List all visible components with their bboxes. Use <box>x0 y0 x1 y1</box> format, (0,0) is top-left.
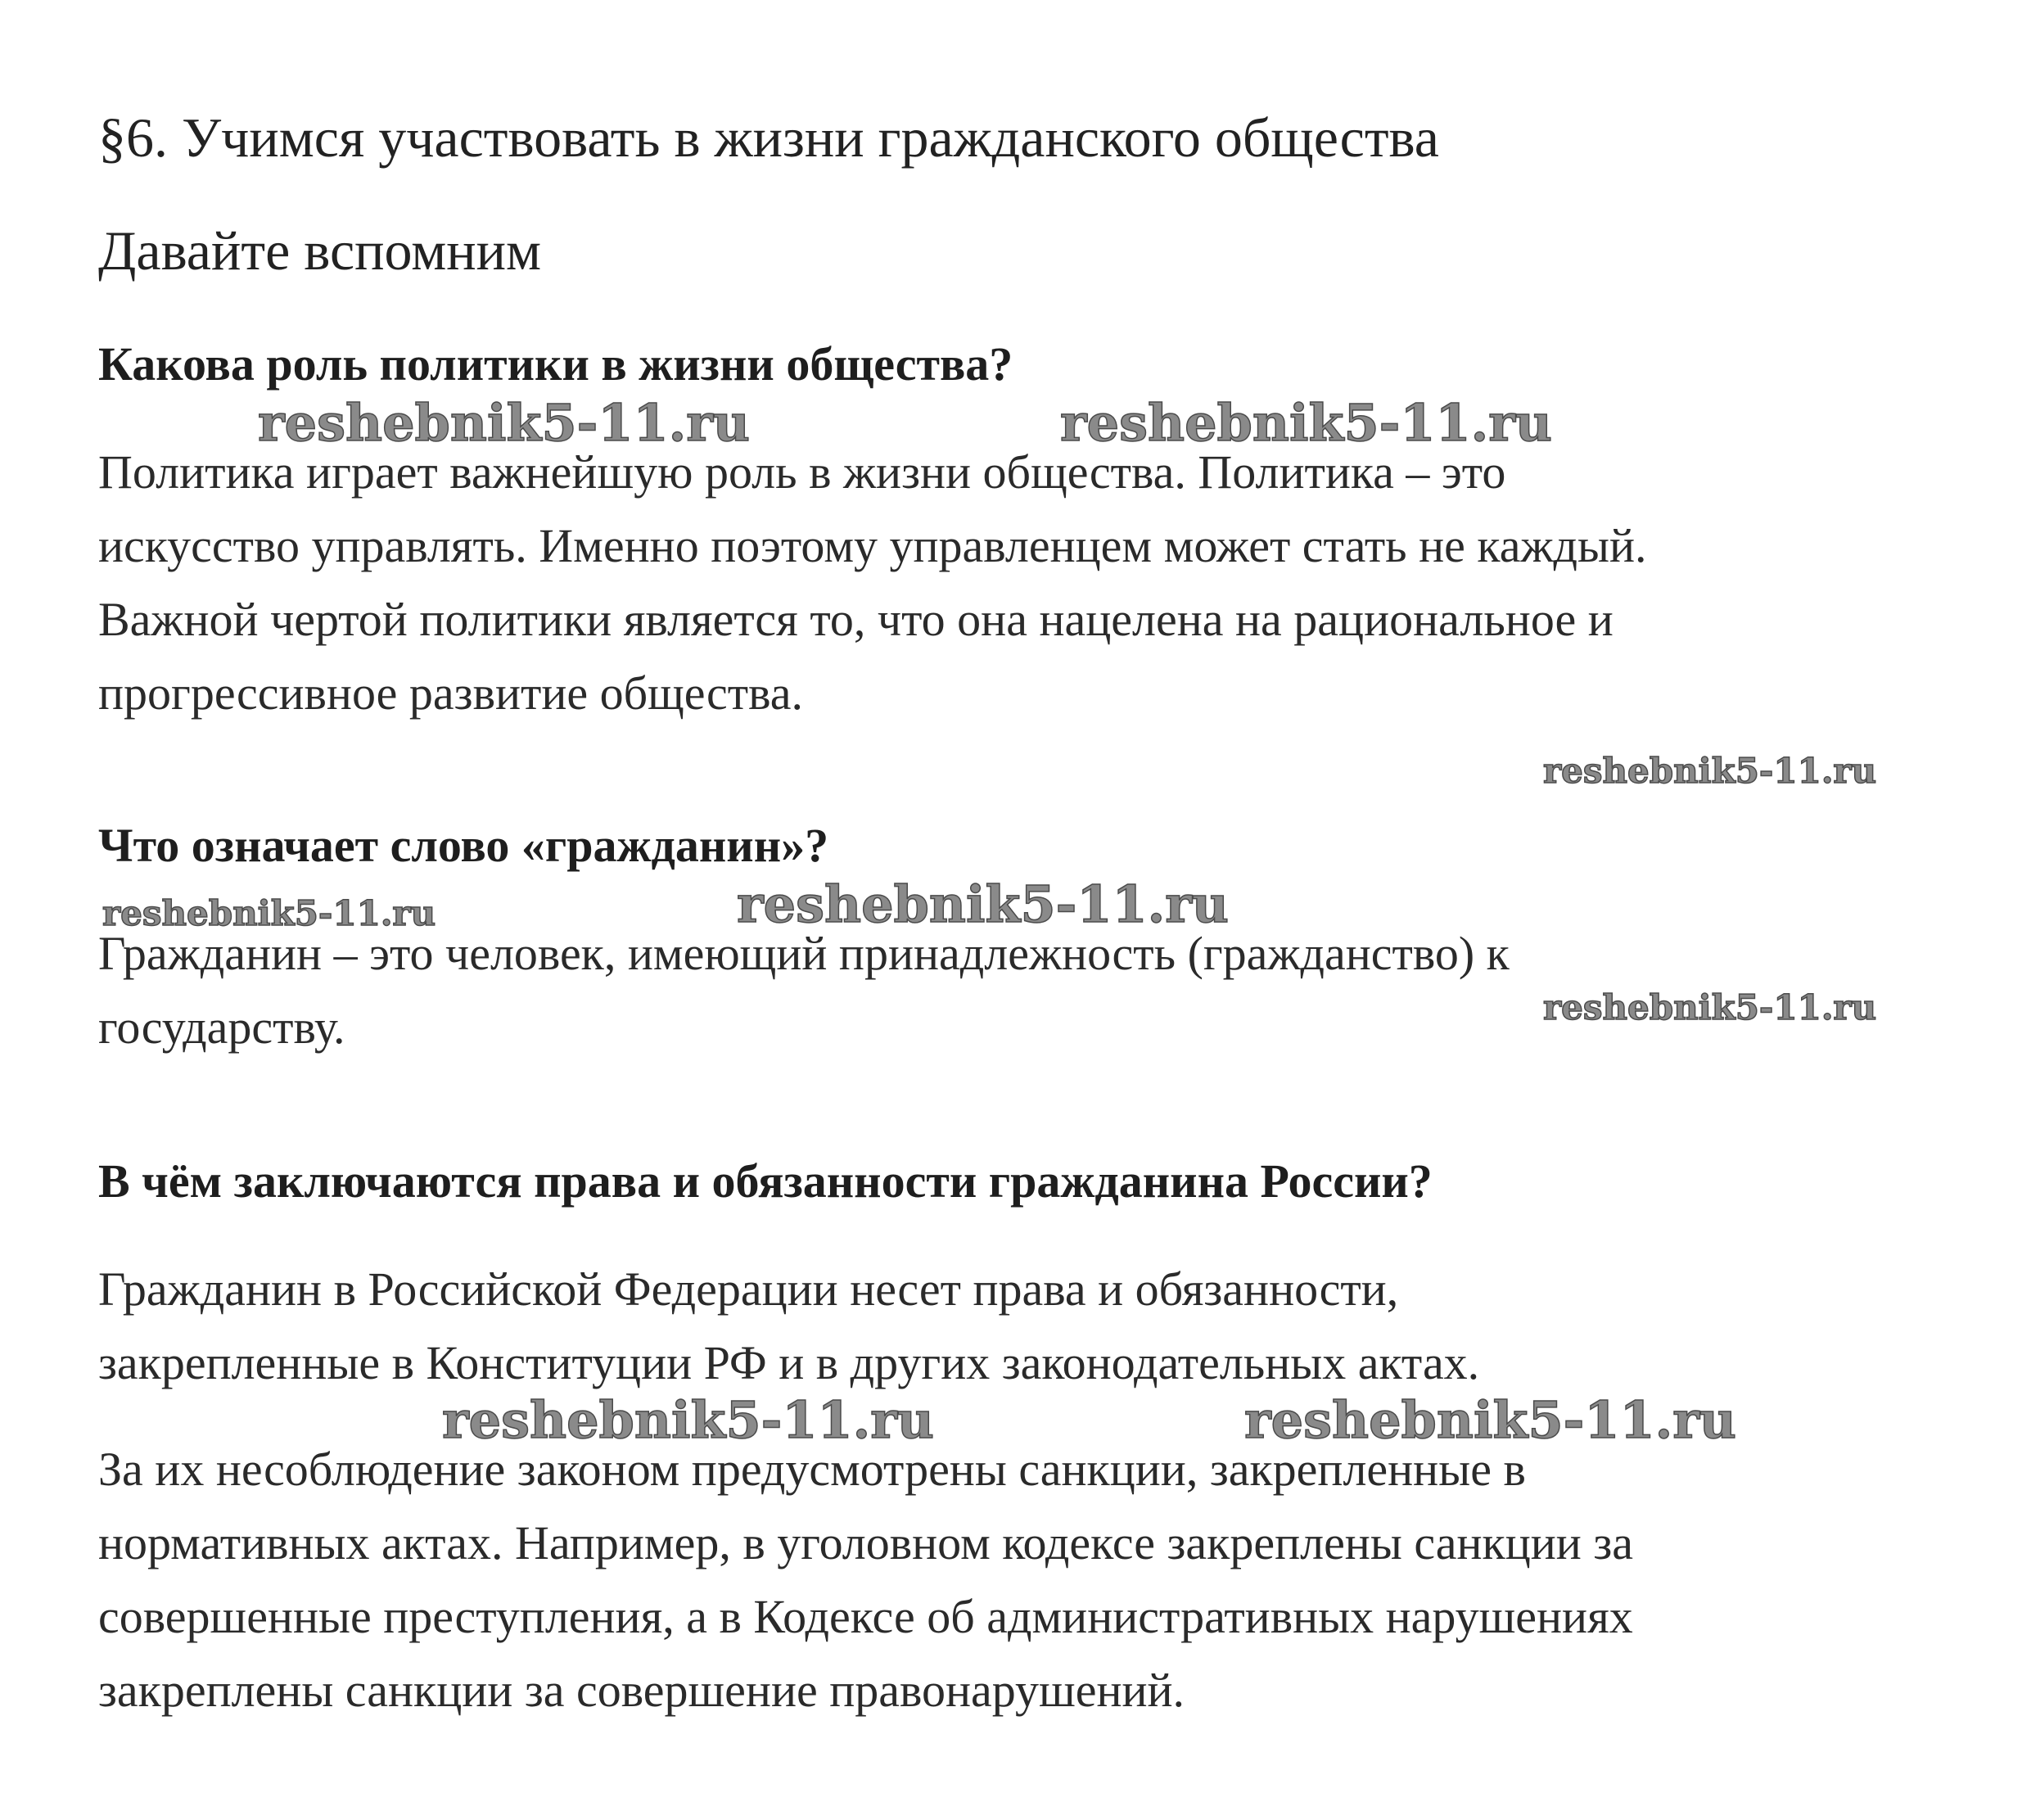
answer-1-line: Политика играет важнейшую роль в жизни общества. Политика – это <box>98 445 1506 499</box>
answer-3-line: закреплены санкции за совершение правонарушений. <box>98 1664 1185 1717</box>
watermark: reshebnik5-11.ru <box>1543 987 1877 1027</box>
answer-3-line: совершенные преступления, а в Кодексе об административных нарушениях <box>98 1590 1633 1643</box>
question-3: В чём заключаются права и обязанности гражданина России? <box>98 1154 1433 1208</box>
answer-3-continued <box>98 1433 1633 1727</box>
watermark: reshebnik5-11.ru <box>1244 1390 1736 1450</box>
answer-2 <box>98 917 1510 1064</box>
answer-1-line: искусство управлять. Именно поэтому управленцем может стать не каждый. <box>98 519 1647 572</box>
answer-3-line: Гражданин в Российской Федерации несет права и обязанности, <box>98 1262 1399 1316</box>
watermark: reshebnik5-11.ru <box>737 874 1229 934</box>
answer-3-line: нормативных актах. Например, в уголовном кодексе закреплены санкции за <box>98 1516 1634 1569</box>
watermark: reshebnik5-11.ru <box>258 393 750 453</box>
watermark: reshebnik5-11.ru <box>1543 751 1877 791</box>
watermark: reshebnik5-11.ru <box>102 893 436 933</box>
watermark: reshebnik5-11.ru <box>442 1390 934 1450</box>
answer-3-line: закрепленные в Конституции РФ и в других законодательных актах. <box>98 1336 1480 1389</box>
question-1: Какова роль политики в жизни общества? <box>98 337 1013 391</box>
answer-3 <box>98 1253 1479 1400</box>
section-subtitle: Давайте вспомним <box>98 219 542 282</box>
answer-1-line: прогрессивное развитие общества. <box>98 666 803 720</box>
answer-2-line: государству. <box>98 1000 345 1054</box>
watermark: reshebnik5-11.ru <box>1060 393 1552 453</box>
answer-3-line: За их несоблюдение законом предусмотрены санкции, закрепленные в <box>98 1443 1526 1496</box>
answer-1-line: Важной чертой политики является то, что она нацелена на рациональное и <box>98 593 1614 646</box>
answer-1 <box>98 436 1647 730</box>
question-2: Что означает слово «гражданин»? <box>98 819 829 872</box>
page-title: §6. Учимся участвовать в жизни гражданского общества <box>98 106 1439 169</box>
answer-2-line: Гражданин – это человек, имеющий принадлежность (гражданство) к <box>98 927 1510 980</box>
